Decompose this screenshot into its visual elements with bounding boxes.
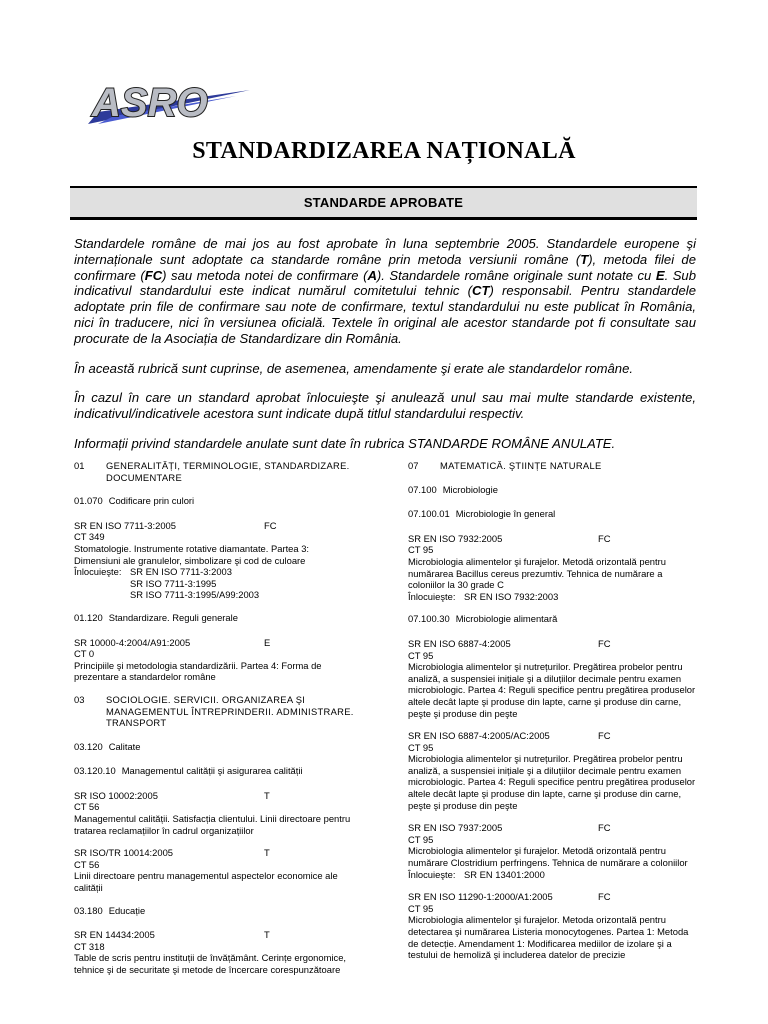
section-heading [74, 694, 354, 729]
standard-code-line [408, 822, 700, 834]
replaces-label: Înlocuieşte: [408, 868, 456, 880]
subsection-heading [408, 613, 700, 625]
section-heading [408, 460, 700, 472]
section-number: 01 [74, 460, 85, 471]
subsection-number: 01.120 [74, 611, 103, 623]
replaces-list [464, 869, 545, 881]
page-title: STANDARDIZAREA NAȚIONALĂ [192, 138, 576, 164]
asro-logo [86, 72, 250, 132]
section-title: GENERALITĂȚI, TERMINOLOGIE, STANDARDIZARE. DOCUMENTARE [106, 460, 350, 483]
section-number: 03 [74, 693, 85, 705]
intro-paragraph-annulled: Informații privind standardele anulate sunt date în rubrica STANDARDE ROMÂNE ANULATE. [74, 435, 616, 451]
section-heading [74, 460, 354, 483]
replaces-list [130, 566, 259, 601]
subsection-heading [408, 484, 700, 496]
adoption-method: FC [264, 519, 277, 531]
subsection-number: 01.070 [74, 495, 103, 507]
subsection-title: Standardizare. Reguli generale [108, 611, 238, 623]
standard-entry [408, 822, 700, 880]
adoption-method: T [264, 789, 270, 801]
standard-code-line [408, 730, 700, 742]
replaces-block [74, 566, 354, 601]
subsection-heading [74, 495, 354, 507]
standard-code: SR EN ISO 6887-4:2005 [408, 637, 511, 649]
replaced-standard: SR EN ISO 7711-3:2003 [130, 566, 232, 578]
adoption-method: T [264, 847, 270, 859]
subsection-title: Codificare prin culori [108, 495, 195, 507]
subsection-number: 07.100 [408, 483, 437, 495]
standard-entry [74, 637, 354, 683]
standard-code-line [74, 847, 354, 859]
subsection-number: 03.180 [74, 904, 103, 916]
replaces-label: Înlocuieşte: [74, 566, 122, 578]
standard-code-line [408, 891, 700, 903]
standard-entry [408, 891, 700, 961]
adoption-method: FC [598, 891, 611, 903]
subsection-heading [74, 741, 354, 753]
method-code: E [655, 267, 665, 283]
adoption-method: E [264, 636, 271, 648]
standard-code-line [408, 638, 700, 650]
standard-code: SR EN ISO 7711-3:2005 [74, 519, 176, 531]
technical-committee: CT 56 [74, 858, 100, 870]
standard-title: Microbiologia alimentelor şi furajelor. Metoda orizontală pentru detectarea şi numărarea Listeria monocytogenes. Partea 1: Metoda de detecție. Amendament 1: Modificarea mediilor de izolare şi a testului de hemoliză şi includerea datelor de precizie [408, 914, 689, 961]
technical-committee: CT 56 [74, 801, 100, 813]
standard-title: Linii directoare pentru managementul aspectelor economice ale calității [74, 870, 338, 894]
adoption-method: FC [598, 637, 611, 649]
technical-committee: CT 95 [408, 649, 434, 661]
standard-code: SR EN ISO 6887-4:2005/AC:2005 [408, 730, 550, 742]
technical-committee: CT 95 [408, 833, 434, 845]
adoption-method: FC [598, 532, 611, 544]
standard-entry [408, 638, 700, 719]
technical-committee: CT 349 [74, 531, 105, 543]
method-code: FC [144, 267, 163, 283]
right-column [408, 460, 700, 972]
technical-committee: CT 95 [408, 902, 434, 914]
adoption-method: T [264, 929, 270, 941]
standard-title: Stomatologie. Instrumente rotative diamantate. Partea 3: Dimensiuni ale granulelor, simbolizare şi cod de culoare [74, 542, 310, 566]
adoption-method: FC [598, 730, 611, 742]
technical-committee: CT 0 [74, 648, 95, 660]
replaced-standard: SR EN ISO 7932:2003 [464, 590, 559, 602]
intro-text-segment: . Sub indicativul standardului este indicat numărul comitetului tehnic ( [74, 267, 696, 299]
technical-committee: CT 95 [408, 544, 434, 556]
standard-code: SR EN ISO 11290-1:2000/A1:2005 [408, 891, 553, 903]
standard-code: SR EN 14434:2005 [74, 929, 155, 941]
replaces-list [464, 591, 558, 603]
standard-code: SR EN ISO 7932:2005 [408, 532, 503, 544]
standard-entry [74, 929, 354, 975]
subsection-number: 03.120 [74, 740, 103, 752]
subsection-number: 07.100.01 [408, 508, 450, 520]
standard-title: Microbiologia alimentelor şi furajelor. Metodă orizontală pentru numărare Clostridium perfringens. Tehnica de numărare a coloniilor [408, 845, 688, 869]
subsection-title: Microbiologie alimentară [455, 613, 558, 625]
replaced-standard: SR ISO 7711-3:1995 [130, 577, 217, 589]
method-code: A [367, 267, 377, 283]
standard-entry [74, 520, 354, 601]
section-title: MATEMATICĂ. ŞTIINȚE NATURALE [440, 460, 602, 471]
intro-paragraph-replacements: În cazul în care un standard aprobat înlocuieşte şi anulează unul sau mai multe standarde existente, indicativul/indicativele acestora sunt indicate după titlul standardului respectiv. [74, 390, 696, 422]
intro-text-segment: ). Standardele române originale sunt notate cu [376, 267, 656, 283]
replaces-block [408, 869, 700, 881]
intro-text-segment: ), metoda filei de confirmare ( [74, 251, 696, 283]
replaced-standard: SR EN 13401:2000 [464, 868, 545, 880]
technical-committee: CT 318 [74, 940, 105, 952]
standard-title: Microbiologia alimentelor şi nutrețurilor. Pregătirea probelor pentru analiză, a suspensiei inițiale şi a diluțiilor decimale pentru examen microbiologic. Partea 4: Reguli specifice pentru pregătirea produselor altele decât lapte şi produse din lapte, carne şi produse din carne, peşte şi produse din peşte [408, 753, 696, 811]
section-number: 07 [408, 460, 419, 471]
subsection-heading [74, 905, 354, 917]
section-banner: STANDARDE APROBATE [70, 186, 697, 220]
standard-entry [74, 790, 354, 836]
replaces-label: Înlocuieşte: [408, 590, 456, 602]
subsection-number: 07.100.30 [408, 613, 450, 625]
standard-title: Principiile şi metodologia standardizării. Partea 4: Forma de prezentare a standardelor române [74, 659, 322, 683]
subsection-heading [74, 765, 354, 777]
replaces-block [408, 591, 700, 603]
left-column [74, 460, 354, 987]
subsection-title: Educație [108, 904, 146, 916]
standard-code-line [408, 533, 700, 545]
standard-code-line [74, 929, 354, 941]
standard-entry [74, 847, 354, 893]
subsection-heading [408, 508, 700, 520]
method-code: T [580, 251, 589, 267]
standard-title: Managementul calității. Satisfacția clientului. Linii directoare pentru tratarea reclamațiilor în cadrul organizațiilor [74, 813, 351, 836]
standard-code: SR ISO/TR 10014:2005 [74, 847, 174, 859]
standard-title: Microbiologia alimentelor şi furajelor. Metodă orizontală pentru numărarea Bacillus cereus prezumtiv. Tehnica de numărare a coloniilor la 30 grade C [408, 555, 666, 591]
section-title: SOCIOLOGIE. SERVICII. ORGANIZAREA ŞI MANAGEMENTUL ÎNTREPRINDERII. ADMINISTRARE. TRANSPORT [106, 693, 354, 729]
standard-entry [408, 730, 700, 811]
intro-text-segment: ) sau metoda notei de confirmare ( [162, 267, 368, 283]
logo-text: ASRO [92, 81, 208, 125]
intro-text [74, 236, 696, 466]
standard-entry [408, 533, 700, 603]
replaced-standard: SR ISO 7711-3:1995/A99:2003 [130, 589, 260, 601]
standard-code-line [74, 637, 354, 649]
subsection-heading [74, 612, 354, 624]
intro-paragraph-amendments: În această rubrică sunt cuprinse, de asemenea, amendamente şi erate ale standardelor române. [74, 360, 633, 376]
intro-text-segment: Standardele române de mai jos au fost aprobate în luna septembrie 2005. Standardele europene şi internaționale sunt adoptate ca standarde române prin metoda versiunii române ( [74, 236, 696, 267]
standard-title: Table de scris pentru instituții de învățământ. Cerințe ergonomice, tehnice şi de securitate şi metode de încercare corespunzătoare [74, 952, 347, 975]
intro-text-segment: ) responsabil. Pentru standardele adoptate prin file de confirmare sau note de confirmare, textul standardului nu este publicat în România, nici în traducere, nici în versiunea oficială. Textele în original ale acestor standarde pot fi consultate sau procurate de la Asociația de Standardizare din România. [74, 283, 697, 346]
subsection-title: Managementul calității şi asigurarea calității [121, 765, 303, 777]
standard-code: SR ISO 10002:2005 [74, 789, 158, 801]
subsection-number: 03.120.10 [74, 765, 116, 777]
intro-paragraph-methods [74, 236, 696, 347]
adoption-method: FC [598, 822, 611, 834]
subsection-title: Microbiologie în general [455, 508, 556, 520]
standard-title: Microbiologia alimentelor şi nutrețurilor. Pregătirea probelor pentru analiză, a suspensiei inițiale şi a diluțiilor decimale pentru examen microbiologic. Partea 4: Reguli specifice pentru pregătirea produselor altele decât lapte şi produse din lapte, carne şi produse din carne, peşte şi produse din peşte [408, 661, 696, 719]
method-code: CT [471, 283, 490, 299]
technical-committee: CT 95 [408, 741, 434, 753]
subsection-title: Microbiologie [442, 483, 498, 495]
standard-code: SR 10000-4:2004/A91:2005 [74, 636, 191, 648]
standard-code: SR EN ISO 7937:2005 [408, 822, 503, 834]
standard-code-line [74, 790, 354, 802]
standard-code-line [74, 520, 354, 532]
subsection-title: Calitate [108, 740, 141, 752]
